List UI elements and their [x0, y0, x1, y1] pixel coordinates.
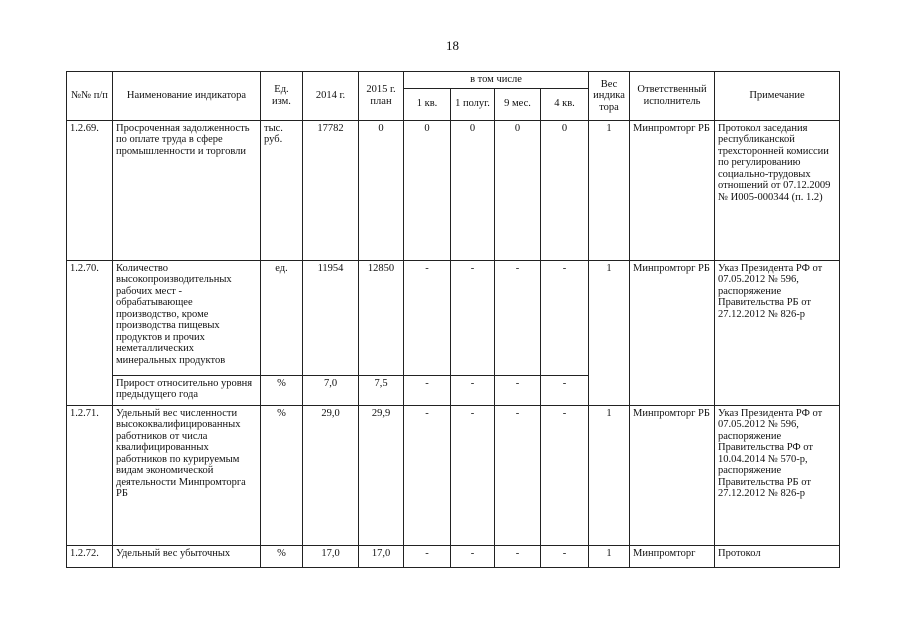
row-2014: 17,0 [303, 545, 359, 567]
row-q1: 0 [404, 120, 451, 260]
row-weight: 1 [589, 120, 630, 260]
row-unit: % [261, 405, 303, 545]
page-number: 18 [446, 38, 459, 53]
table-row [67, 120, 840, 260]
row-name: Удельный вес численности высококвалифицированных работников от числа квалифицированных работников по курируемым видам экономической деятельности Минпромторга РБ [113, 405, 261, 545]
row-weight: 1 [589, 260, 630, 405]
row-name: Удельный вес убыточных [113, 545, 261, 567]
row-2014: 29,0 [303, 405, 359, 545]
row-num: 1.2.71. [67, 405, 113, 545]
header-q1: 1 кв. [404, 88, 451, 120]
header-note: Примечание [715, 72, 840, 121]
row-responsible: Минпромторг [630, 545, 715, 567]
header-9m: 9 мес. [495, 88, 541, 120]
table-row [67, 405, 840, 545]
table-row [67, 260, 840, 375]
header-2014: 2014 г. [303, 72, 359, 121]
row-note: Указ Президента РФ от 07.05.2012 № 596, распоряжение Правительства РБ от 27.12.2012 № 826-р [715, 260, 840, 405]
subrow-2015: 7,5 [359, 375, 404, 405]
header-name: Наименование индикатора [113, 72, 261, 121]
row-note: Протокол [715, 545, 840, 567]
header-unit: Ед. изм. [261, 72, 303, 121]
subrow-q4: - [541, 375, 589, 405]
row-9m: - [495, 260, 541, 375]
header-half: 1 полуг. [451, 88, 495, 120]
row-q1: - [404, 260, 451, 375]
row-q4: - [541, 260, 589, 375]
header-q4: 4 кв. [541, 88, 589, 120]
row-unit: ед. [261, 260, 303, 375]
indicators-table [66, 71, 840, 568]
header-num: №№ п/п [67, 72, 113, 121]
row-2014: 17782 [303, 120, 359, 260]
row-weight: 1 [589, 405, 630, 545]
row-2014: 11954 [303, 260, 359, 375]
header-weight: Вес индика тора [589, 72, 630, 121]
row-responsible: Минпромторг РБ [630, 120, 715, 260]
table-row [67, 545, 840, 567]
header-including: в том числе [404, 72, 589, 89]
row-half: - [451, 260, 495, 375]
row-2015: 29,9 [359, 405, 404, 545]
row-9m: - [495, 405, 541, 545]
row-responsible: Минпромторг РБ [630, 405, 715, 545]
header-2015: 2015 г. план [359, 72, 404, 121]
row-half: - [451, 405, 495, 545]
row-responsible: Минпромторг РБ [630, 260, 715, 405]
subrow-unit: % [261, 375, 303, 405]
subrow-name: Прирост относительно уровня предыдущего года [113, 375, 261, 405]
row-q4: - [541, 545, 589, 567]
row-unit: тыс. руб. [261, 120, 303, 260]
row-num: 1.2.70. [67, 260, 113, 405]
row-weight: 1 [589, 545, 630, 567]
row-half: - [451, 545, 495, 567]
row-2015: 12850 [359, 260, 404, 375]
subrow-9m: - [495, 375, 541, 405]
row-num: 1.2.69. [67, 120, 113, 260]
row-9m: 0 [495, 120, 541, 260]
row-2015: 0 [359, 120, 404, 260]
row-2015: 17,0 [359, 545, 404, 567]
row-q1: - [404, 545, 451, 567]
subrow-q1: - [404, 375, 451, 405]
row-q4: 0 [541, 120, 589, 260]
subrow-half: - [451, 375, 495, 405]
subrow-2014: 7,0 [303, 375, 359, 405]
row-unit: % [261, 545, 303, 567]
row-half: 0 [451, 120, 495, 260]
row-9m: - [495, 545, 541, 567]
row-name: Просроченная задолженность по оплате труда в сфере промышленности и торговли [113, 120, 261, 260]
header-row-1 [67, 72, 840, 89]
row-q4: - [541, 405, 589, 545]
row-num: 1.2.72. [67, 545, 113, 567]
row-name: Количество высокопроизводительных рабочих мест - обрабатывающее производство, кроме производства пищевых продуктов и прочих неметаллических минеральных продуктов [113, 260, 261, 375]
row-note: Указ Президента РФ от 07.05.2012 № 596, распоряжение Правительства РФ от 10.04.2014 № 570-р, распоряжение Правительства РБ от 27.12.2012 № 826-р [715, 405, 840, 545]
row-q1: - [404, 405, 451, 545]
row-note: Протокол заседания республиканской трехсторонней комиссии по регулированию социально-трудовых отношений от 07.12.2009 № И005-000344 (п. 1.2) [715, 120, 840, 260]
header-responsible: Ответственный исполнитель [630, 72, 715, 121]
